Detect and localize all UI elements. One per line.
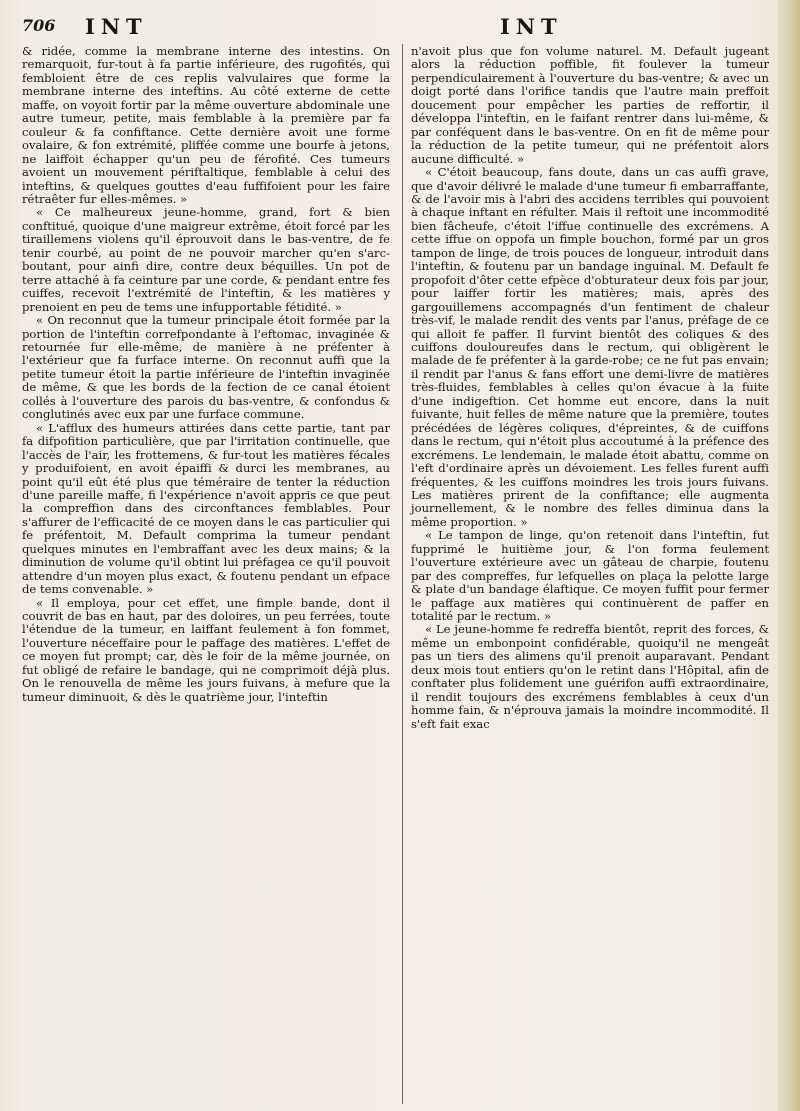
right-column <box>411 45 769 731</box>
running-head <box>22 14 770 42</box>
page-number: 706 <box>22 16 56 35</box>
running-head-right: INT <box>500 14 563 39</box>
paragraph: & ridée, comme la membrane interne des intestins. On remarquoit, fur-tout à fa partie inférieure, des rugofités, qui fembloient être de ces replis valvulaires que forme la membrane interne des inteftins. Au côté externe de cette maffe, on voyoit fortir par la même ouverture abdominale une autre tumeur, petite, mais femblable à la première par fa couleur & fa confiftance. Cette dernière avoit une forme ovalaire, & fon extrémité, pliffée comme une bourfe à jetons, ne laiffoit échapper qu'un peu de férofité. Ces tumeurs avoient un mouvement périftaltique, femblable à celui des inteftins, & quelques gouttes d'eau fuffifoient pour les faire rétraêter fur elles-mêmes. » <box>22 44 390 206</box>
paragraph: n'avoit plus que fon volume naturel. M. Default jugeant alors la réduction poffible, fit foulever la tumeur perpendiculairement à l'ouverture du bas-ventre; & avec un doigt porté dans l'orifice tandis que l'autre main preffoit doucement pour empêcher les parties de reffortir, il développa l'inteftin, en le faifant rentrer dans lui-même, & par conféquent dans le bas-ventre. On en fit de même pour la réduction de la petite tumeur, qui ne préfentoit alors aucune difficulté. » <box>411 44 769 166</box>
paragraph: « Ce malheureux jeune-homme, grand, fort & bien conftitué, quoique d'une maigreur extrême, étoit forcé par les tiraillemens violens qu'il éprouvoit dans le bas-ventre, de fe tenir courbé, au point de ne pouvoir marcher qu'en s'arc-boutant, pour ainfi dire, contre deux béquilles. Un pot de terre attaché à fa ceinture par une corde, & pendant entre fes cuiffes, recevoit l'extrémité de l'inteftin, & les matières y prenoient en peu de tems une infupportable fétidité. » <box>22 205 390 314</box>
paragraph: « Le jeune-homme fe redreffa bientôt, reprit des forces, & même un embonpoint confidérable, quoiqu'il ne mengeât pas un tiers des alimens qu'il prenoit auparavant. Pendant deux mois tout entiers qu'on le retint dans l'Hôpital, afin de conftater plus folidement une guérifon auffi extraordinaire, il rendit toujours des excrémens femblables à ceux d'un homme fain, & n'éprouva jamais la moindre incommodité. Il s'eft fait exac <box>411 622 769 731</box>
running-head-left: INT <box>85 14 148 39</box>
column-divider <box>402 44 403 1104</box>
paragraph: « L'afflux des humeurs attirées dans cette partie, tant par fa difpofition particulière, que par l'irritation continuelle, que l'accès de l'air, les frottemens, & fur-tout les matières fécales y produifoient, en avoit épaiffi & durci les membranes, au point qu'il eût été plus que téméraire de tenter la réduction d'une pareille maffe, fi l'expérience n'avoit appris ce que peut la compreffion dans des circonftances femblables. Pour s'affurer de l'efficacité de ce moyen dans le cas particulier qui fe préfentoit, M. Default comprima la tumeur pendant quelques minutes en l'embraffant avec les deux mains; & la diminution de volume qu'il obtint lui préfagea ce qu'il pouvoit attendre d'un moyen plus exact, & foutenu pendant un efpace de tems convenable. » <box>22 420 390 597</box>
paragraph: « On reconnut que la tumeur principale étoit formée par la portion de l'inteftin correfpondante à l'eftomac, invaginée & retournée fur elle-même, de manière à ne préfenter à l'extérieur que fa furface interne. On reconnut auffi que la petite tumeur étoit la partie inférieure de l'inteftin invaginée de même, & que les bords de la fection de ce canal étoient collés à l'ouverture des parois du bas-ventre, & confondus & conglutinés avec eux par une furface commune. <box>22 313 390 422</box>
page-edge <box>778 0 800 1111</box>
paragraph: « Le tampon de linge, qu'on retenoit dans l'inteftin, fut fupprimé le huitième jour, & l'on forma feulement l'ouverture extérieure avec un gâteau de charpie, foutenu par des compreffes, fur lefquelles on plaça la pelotte large & plate d'un bandage élaftique. Ce moyen fuffit pour fermer le paffage aux matières qui continuèrent de paffer en totalité par le rectum. » <box>411 528 769 624</box>
paragraph: « Il employa, pour cet effet, une fimple bande, dont il couvrit de bas en haut, par des doloires, un peu ferrées, toute l'étendue de la tumeur, en laiffant feulement à fon fommet, l'ouverture néceffaire pour le paffage des matières. L'effet de ce moyen fut prompt; car, dès le foir de la même journée, on fut obligé de refaire le bandage, qui ne comprimoit déjà plus. On le renouvella de même les jours fuivans, à mefure que la tumeur diminuoit, & dès le quatrième jour, l'inteftin <box>22 595 390 704</box>
left-column <box>22 45 390 704</box>
paragraph: « C'étoit beaucoup, fans doute, dans un cas auffi grave, que d'avoir délivré le malade d'une tumeur fi embarraffante, & de l'avoir mis à l'abri des accidens terribles qui pouvoient à chaque inftant en réfulter. Mais il reftoit une incommodité bien fâcheufe, c'étoit l'iffue continuelle des excrémens. A cette iffue on oppofa un fimple bouchon, formé par un gros tampon de linge, de trois pouces de longueur, introduit dans l'inteftin, & foutenu par un bandage inguinal. M. Default fe propofoit d'ôter cette efpèce d'obturateur deux fois par jour, pour laiffer fortir les matières; mais, après des gargouillemens accompagnés d'un fentiment de chaleur très-vif, le malade rendit des vents par l'anus, préfage de ce qui alloit fe paffer. Il furvint bientôt des coliques & des cuiffons douloureufes dans le rectum, qui obligèrent le malade de fe préfenter à la garde-robe; ce ne fut pas envain; il rendit par l'anus & fans effort une demi-livre de matières très-fluides, femblables à celles qu'on évacue à la fuite d'une indigeftion. Cet homme eut encore, dans la nuit fuivante, huit felles de même nature que la première, toutes précédées de légères coliques, d'épreintes, & de cuiffons dans le rectum, qui n'étoit plus accoutumé à la préfence des excrémens. Le lendemain, le malade étoit abattu, comme on l'eft d'ordinaire après un dévoiement. Les felles furent auffi fréquentes, & les cuiffons moindres les trois jours fuivans. Les matières prirent de la confiftance; elle augmenta journellement, & le nombre des felles diminua dans la même proportion. » <box>411 165 769 529</box>
